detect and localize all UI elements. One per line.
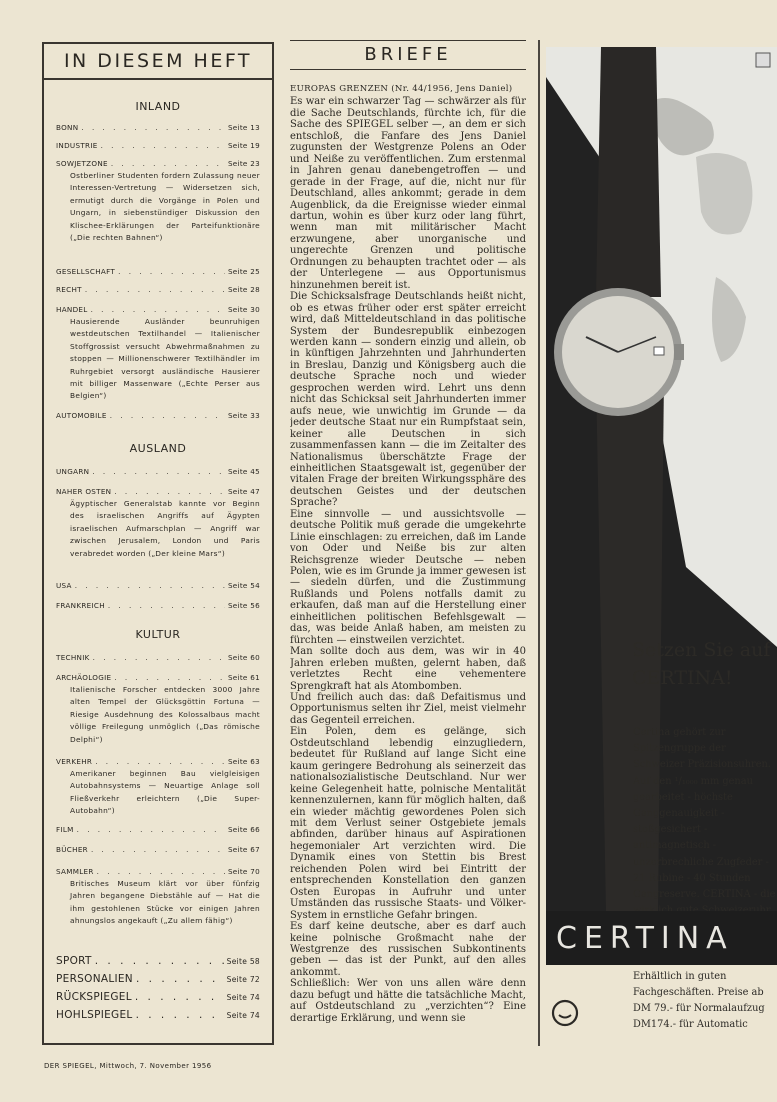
toc-entry[interactable]: VERKEHR . . . Seite 63 Amerikaner beginnen Bau vielgleisigen Autobahnsystems — Neuartige Anlage soll Fließverkehr erleichtern („Die Super-Autobahn“) [56, 756, 260, 818]
brand-wordmark: CERTINA [556, 921, 734, 956]
toc-entry[interactable]: FILM . . . Seite 66 [56, 824, 260, 836]
section-heading-kultur: KULTUR [135, 628, 181, 641]
corner-mark [756, 53, 770, 67]
watch-crown [674, 344, 684, 360]
letter-paragraph: Schließlich: Wer von uns allen wäre denn dazu befugt und hätte die tatsächliche Macht, auf Ostdeutschland zu „verzichten“? Eine derartige Erklärung, und wenn sie [290, 978, 526, 1024]
toc-entry[interactable]: INDUSTRIE . . . Seite 19 [56, 140, 260, 152]
toc-entry[interactable]: BÜCHER . . . Seite 67 [56, 844, 260, 856]
toc-entry[interactable]: BONN . . . Seite 13 [56, 122, 260, 134]
letter-paragraph: Es darf keine deutsche, aber es darf auch keine polnische Großmacht nahe der Westgrenze des russischen Subkontinents geben — das ist der Punkt, auf den alles ankommt. [290, 921, 526, 978]
letter-paragraph: Man sollte doch aus dem, was wir in 40 Jahren erleben mußten, gelernt haben, daß verletztes Recht eine vehementere Sprengkraft hat als Atombomben. [290, 646, 526, 692]
toc-entry[interactable]: HOHLSPIEGEL . . . Seite 74 [56, 1006, 260, 1024]
section-heading-inland: INLAND [135, 100, 181, 113]
ad-body-text: Certina gehört zur Spitzengruppe der Schweizer Präzisionsuhren. Auf den ¹/₁₀₀₀ mm genau gearbeitet - höchste Ganggenauigkeit - stoßgesichert - antimagnetisch - unzerbrechliche Zugfeder - 21 Rubine - 40 Stunden Gangreserve. CERTINA - die [633, 727, 776, 901]
toc-entry[interactable]: GESELLSCHAFT . . . Seite 25 [56, 266, 260, 278]
section-heading-ausland: AUSLAND [129, 442, 187, 455]
toc-entry[interactable]: SOWJETZONE . . . Seite 23 Ostberliner Studenten fordern Zulassung neuer Interessen-Vertretung — Widersetzen sich, ermutigt durch die Vorgänge in Polen und Ungarn, in siebenstündiger Diskussion den Klischee-Erklärungen der Parteifunktionäre („Die rechten Bahnen“) [56, 158, 260, 244]
letters-column [290, 84, 526, 1046]
toc-entry[interactable]: PERSONALIEN . . . Seite 72 [56, 970, 260, 988]
toc-entry[interactable]: HANDEL . . . Seite 30 Hausierende Ausländer beunruhigen westdeutschen Textilhandel — Italienischer Stoffgrossist versucht Abwehrmaßnahmen zu stoppen — Millionenschwerer Textilhändler im Ruhrgebiet versorgt ausländische Hausierer mit billiger Massenware („Echte Perser aus Belgien“) [56, 304, 260, 403]
letter-paragraph: Die Schicksalsfrage Deutschlands heißt nicht, ob es etwas früher oder erst später erreicht wird, daß Mitteldeutschland in das politische System der Bundesrepublik einbezogen werden kann — sondern einzig und allein, ob in künftigen Jahrzehnten und Jahrhunderten in Breslau, Danzig und Königsberg auch die deutsche Sprache noch und wieder gesprochen werden wird. Lehrt uns denn nicht das Schicksal seit Jahrhunderten immer aufs neue, wie unwichtig im Grunde — da jeder deutsche Staat nur ein Rumpfstaat sein, keiner alle Deutschen in sich zusammenfassen kann — die im Zeitalter des Nationalismus überschätzte Frage der einheitlichen Staatsgewalt ist, gegenüber der vitalen Frage der breiten Wirkungssphäre des deutschen Geistes und der deutschen Sprache? [290, 291, 526, 509]
letter-reference: EUROPAS GRENZEN (Nr. 44/1956, Jens Daniel) [290, 84, 513, 94]
toc-entry[interactable]: NAHER OSTEN . . . Seite 47 Ägyptischer Generalstab kannte vor Beginn des israelischen Angriffs auf Ägypten israelischen Aufmarschplan — Angriff war zwischen Jerusalem, London und Paris verabredet worden („Der kleine Mars“) [56, 486, 260, 560]
letter-paragraph: Und freilich auch das: daß Defaitismus und Opportunismus selten ihr Ziel, meist vielmehr das Gegenteil erreichen. [290, 692, 526, 726]
ad-availability: Erhältlich in guten Fachgeschäften. Preise ab DM 79.- für Normalaufzug DM174.- für Automatic [633, 971, 765, 1030]
toc-entry[interactable]: UNGARN . . . Seite 45 [56, 466, 260, 478]
letter-paragraph: Ein Polen, dem es gelänge, sich Ostdeutschland lebendig einzugliedern, bedeutet für Rußland auf lange Sicht eine kaum geringere Bedrohung als seinerzeit das nationalsozialistische Deutschland. Nur wer keine Gelegenheit hatte, polnische Mentalität kennenzulernen, kann für möglich halten, daß ein wieder mächtig gewordenes Polen sich mit dem Verlust seiner Ostgebiete jemals abfinden, darüber hinaus auf Aspirationen hegemonialer Art verzichten wird. Die Dynamik eines von Stettin bis Brest reichenden Polen wird bei Eintritt der entsprechenden Konstellation den ganzen Osten Europas in Aufruhr und unter Umständen das russische Staats- und Völker-System in ernstliche Gefahr bringen. [290, 726, 526, 921]
watch-strap-top [596, 47, 661, 297]
toc-entry[interactable]: FRANKREICH . . . Seite 56 [56, 600, 260, 612]
letter-paragraph: Es war ein schwarzer Tag — schwärzer als für die Sache Deutschlands, fürchte ich, für die Sache des SPIEGEL selber —, an dem er sich entschloß, die Fanfare des Jens Daniel zugunsten der Westgrenze Polens an Oder und Neiße zu veröffentlichen. Zum erstenmal in Jahren genau danebengetroffen — und gerade in der Frage, auf die, nicht nur für Deutschland, alles ankommt; gerade in dem Augenblick, da die Ereignisse wieder einmal dartun, wohin es über kurz oder lang führt, wenn man mit militärischer Macht erzwungene, aber unorganische und ungerechte Grenzen und politische Ordnungen zu behaupten trachtet oder — als der Unterlegene — aus Opportunismus hinzunehmen bereit ist. [290, 96, 526, 291]
watch-date-window [654, 347, 664, 355]
toc-entry[interactable]: ARCHÄOLOGIE . . . Seite 61 Italienische Forscher entdecken 3000 Jahre alten Tempel der Glücksgöttin Fortuna — Riesige Ausdehnung des Kolossalbaus macht völlige Freilegung unmöglich („Das römische Delphi“) [56, 672, 260, 746]
ad-headline: Setzen Sie auf CERTINA! [632, 639, 771, 689]
brand-band [546, 911, 777, 965]
toc-entry[interactable]: RECHT . . . Seite 28 [56, 284, 260, 296]
toc-entry[interactable]: SPORT . . . Seite 58 [56, 952, 260, 970]
toc-entry[interactable]: RÜCKSPIEGEL . . . Seite 74 [56, 988, 260, 1006]
toc-entry[interactable]: TECHNIK . . . Seite 60 [56, 652, 260, 664]
toc-entry[interactable]: SAMMLER . . . Seite 70 Britisches Museum klärt vor über fünfzig Jahren begangene Diebstähle auf — Hat die ihm gestohlenen Stücke vor einigen Jahren ahnungslos angekauft („Zu allem fähig“) [56, 866, 260, 928]
column-divider [538, 40, 540, 1046]
table-of-contents [42, 42, 274, 1045]
toc-entry[interactable]: USA . . . Seite 54 [56, 580, 260, 592]
letter-paragraph: Eine sinnvolle — und aussichtsvolle — deutsche Politik muß gerade die umgekehrte Linie einschlagen: zu erreichen, daß im Lande von Oder und Neiße bis zur alten Reichsgrenze wieder Deutsche — neben Polen, wie es im Grunde ja immer gewesen ist — siedeln dürfen, und die Zustimmung Rußlands und Polens notfalls damit zu erkaufen, daß man auf die Herstellung einer einheitlichen politischen Befehlsgewalt — das, was beide Anlaß haben, am meisten zu fürchten — einstweilen verzichtet. [290, 508, 526, 646]
letters-heading: BRIEFE [290, 40, 526, 70]
toc-entry[interactable]: AUTOMOBILE . . . Seite 33 [56, 410, 260, 422]
page-footer: DER SPIEGEL, Mittwoch, 7. November 1956 [44, 1062, 212, 1070]
toc-title: IN DIESEM HEFT [44, 44, 272, 80]
certina-logo-icon [550, 998, 580, 1028]
